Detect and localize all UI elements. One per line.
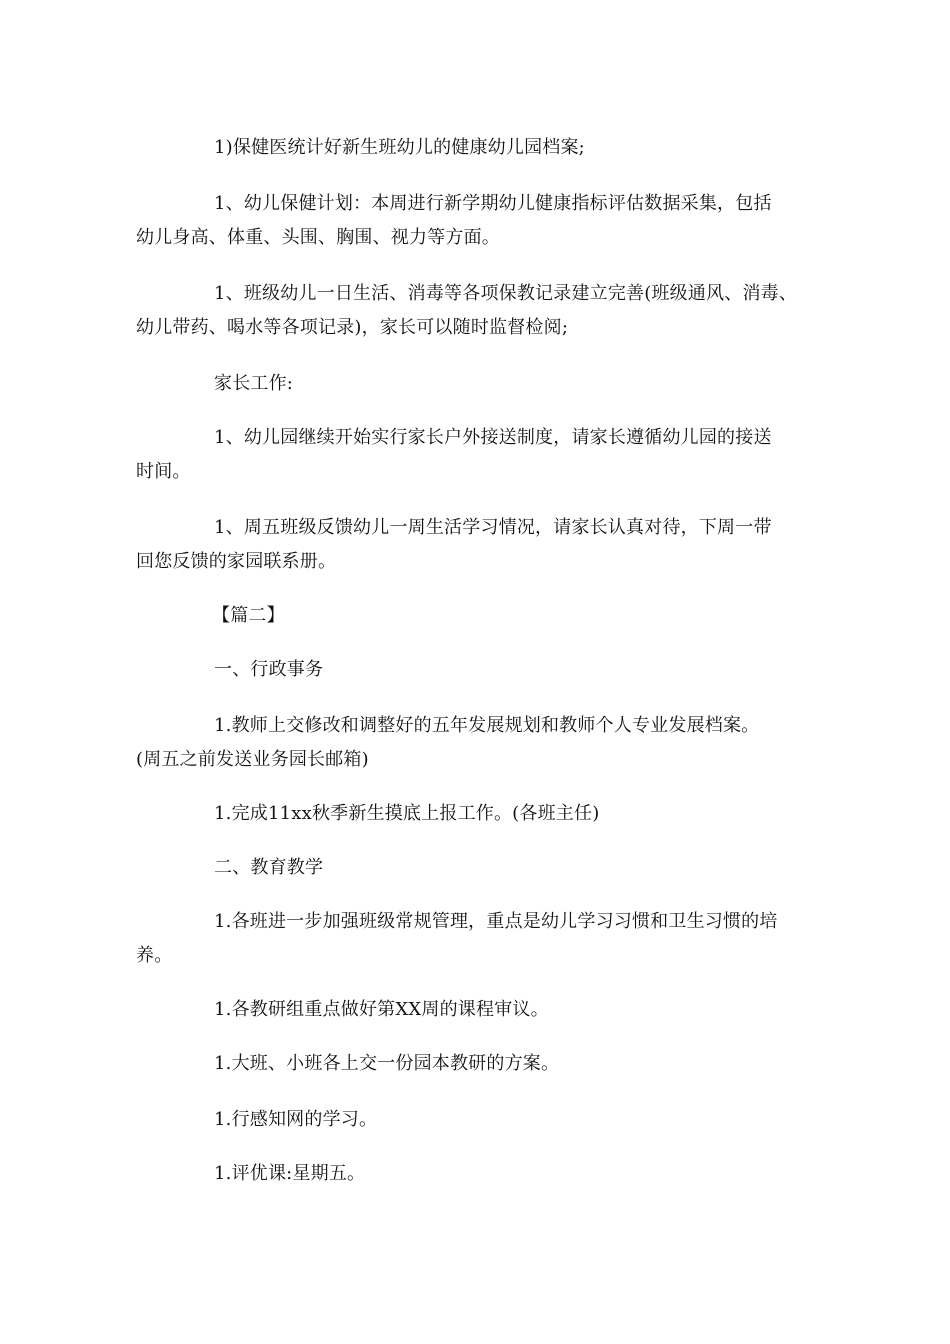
paragraph-line: (周五之前发送业务园长邮箱) (136, 749, 369, 770)
paragraph-line: 时间。 (136, 461, 191, 482)
paragraph-line: 1.各班进一步加强班级常规管理，重点是幼儿学习习惯和卫生习惯的培 (214, 911, 778, 932)
paragraph-line: 幼儿带药、喝水等各项记录)，家长可以随时监督检阅; (136, 317, 569, 338)
paragraph-line: 1.完成11xx秋季新生摸底上报工作。(各班主任) (214, 803, 600, 824)
paragraph-line: 回您反馈的家园联系册。 (136, 551, 337, 572)
paragraph-line: 1.评优课:星期五。 (214, 1163, 366, 1184)
paragraph-line: 1、幼儿保健计划：本周进行新学期幼儿健康指标评估数据采集，包括 (214, 193, 772, 214)
section-heading: 二、教育教学 (214, 857, 324, 878)
paragraph-line: 1.各教研组重点做好第XX周的课程审议。 (214, 999, 549, 1020)
paragraph-line: 养。 (136, 945, 173, 966)
section-heading: 家长工作: (214, 373, 294, 394)
part-heading: 【篇二】 (212, 605, 285, 626)
paragraph-line: 1.行感知网的学习。 (214, 1109, 378, 1130)
paragraph-line: 1.教师上交修改和调整好的五年发展规划和教师个人专业发展档案。 (214, 715, 760, 736)
paragraph-line: 幼儿身高、体重、头围、胸围、视力等方面。 (136, 227, 500, 248)
paragraph-line: 1、周五班级反馈幼儿一周生活学习情况，请家长认真对待，下周一带 (214, 517, 772, 538)
section-heading: 一、行政事务 (214, 659, 324, 680)
paragraph-line: 1、幼儿园继续开始实行家长户外接送制度，请家长遵循幼儿园的接送 (214, 427, 772, 448)
paragraph-line: 1.大班、小班各上交一份园本教研的方案。 (214, 1053, 560, 1074)
paragraph-line: 1)保健医统计好新生班幼儿的健康幼儿园档案; (214, 137, 585, 158)
paragraph-line: 1、班级幼儿一日生活、消毒等各项保教记录建立完善(班级通风、消毒、 (214, 283, 798, 304)
